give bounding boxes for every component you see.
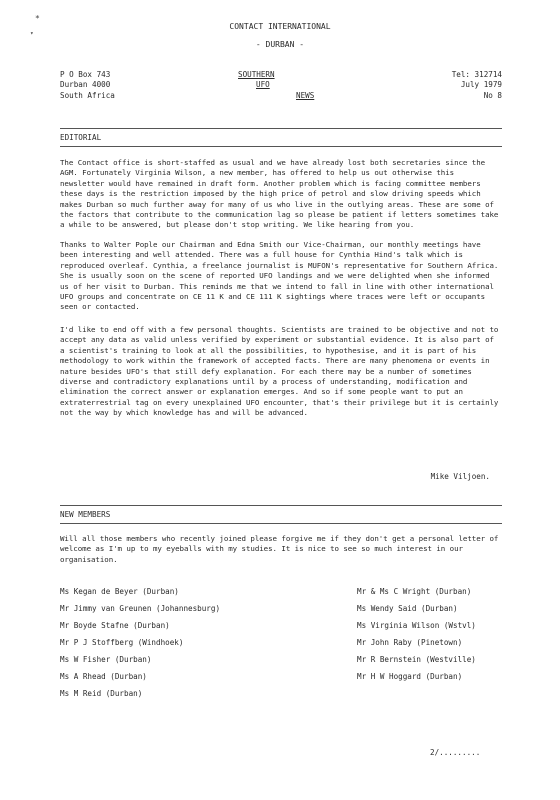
list-item: Mr R Bernstein (Westville) [357, 655, 476, 664]
address-line: Durban 4000 [60, 80, 111, 89]
list-item: Ms Virginia Wilson (Wstvl) [357, 621, 476, 630]
list-item: Ms Kegan de Beyer (Durban) [60, 587, 179, 596]
new-members-intro: Will all those members who recently joined please forgive me if they don't get a personal letter of welcome as I'm up to my eyeballs with my studies. It is nice to see so much interest in our organisation. [60, 534, 499, 564]
divider [60, 505, 502, 506]
telephone: Tel: 312714 [451, 70, 502, 79]
editorial-paragraph: The Contact office is short-staffed as usual and we have already lost both secretaries since the AGM. Fortunately Virginia Wilson, a new member, has offered to help us out otherwise this newsletter would have remained in draft form. Another problem which is facing committee members these days is the restriction imposed by the high price of petrol and slow driving speeds which makes Durban so much further away for many of us who live in the outlying areas. These are some of the factors that contribute to the communication lag so please be patient if letters sometimes take a while to be answered, but please don't stop writing. We like hearing from you. [60, 158, 499, 230]
list-item: Ms Wendy Said (Durban) [357, 604, 458, 613]
issue-number: No 8 [483, 91, 502, 100]
signature: Mike Viljoen. [430, 472, 490, 481]
list-item: Mr & Ms C Wright (Durban) [357, 587, 472, 596]
stray-mark: * [35, 14, 40, 23]
stray-dot: ▾ [30, 30, 34, 37]
issue-date: July 1979 [460, 80, 502, 89]
address-line: South Africa [60, 91, 115, 100]
title-line: SOUTHERN [238, 70, 275, 79]
branch-name: - DURBAN - [255, 40, 305, 49]
title-line: UFO [256, 80, 270, 89]
list-item: Mr H W Hoggard (Durban) [357, 672, 463, 681]
address-line: P O Box 743 [60, 70, 111, 79]
list-item: Mr John Raby (Pinetown) [357, 638, 463, 647]
list-item: Mr Jimmy van Greunen (Johannesburg) [60, 604, 221, 613]
continued-marker: 2/......... [430, 748, 481, 757]
list-item: Mr Boyde Stafne (Durban) [60, 621, 170, 630]
org-name: CONTACT INTERNATIONAL [229, 22, 331, 31]
editorial-heading: EDITORIAL [60, 133, 102, 142]
divider [60, 523, 502, 524]
editorial-paragraph: Thanks to Walter Pople our Chairman and Edna Smith our Vice-Chairman, our monthly meetings have been interesting and well attended. There was a full house for Cynthia Hind's talk which is reproduced overleaf. Cynthia, a freelance journalist is MUFON's representative for Southern Africa. She is usually soon on the scene of reported UFO landings and we were delighted when she informed us of her visit to Durban. This reminds me that we intend to fall in line with other international UFO groups and concentrate on CE 11 K and CE 111 K sightings where traces were left or occupants seen or contacted. [60, 240, 499, 312]
list-item: Mr P J Stoffberg (Windhoek) [60, 638, 184, 647]
title-line: NEWS [296, 91, 315, 100]
list-item: Ms M Reid (Durban) [60, 689, 143, 698]
divider [60, 146, 502, 147]
list-item: Ms W Fisher (Durban) [60, 655, 152, 664]
list-item: Ms A Rhead (Durban) [60, 672, 147, 681]
new-members-heading: NEW MEMBERS [60, 510, 111, 519]
divider [60, 128, 502, 129]
editorial-paragraph: I'd like to end off with a few personal thoughts. Scientists are trained to be objective and not to accept any data as valid unless verified by experiment or substantial evidence. It is also part of a scientist's training to look at all the possibilities, to hypothesise, and it is part of his methodology to work within the framework of accepted facts. There are many phenomena or events in nature besides UFO's that still defy explanation. For each there may be a number of sometimes diverse and contradictory explanations until by a process of understanding, modification and elimination the correct answer or explanation emerges. And so if some people want to put an extraterrestrial tag on every unexplained UFO encounter, that's their privilege but it is certainly not the way by which knowledge has and will be advanced. [60, 325, 499, 418]
